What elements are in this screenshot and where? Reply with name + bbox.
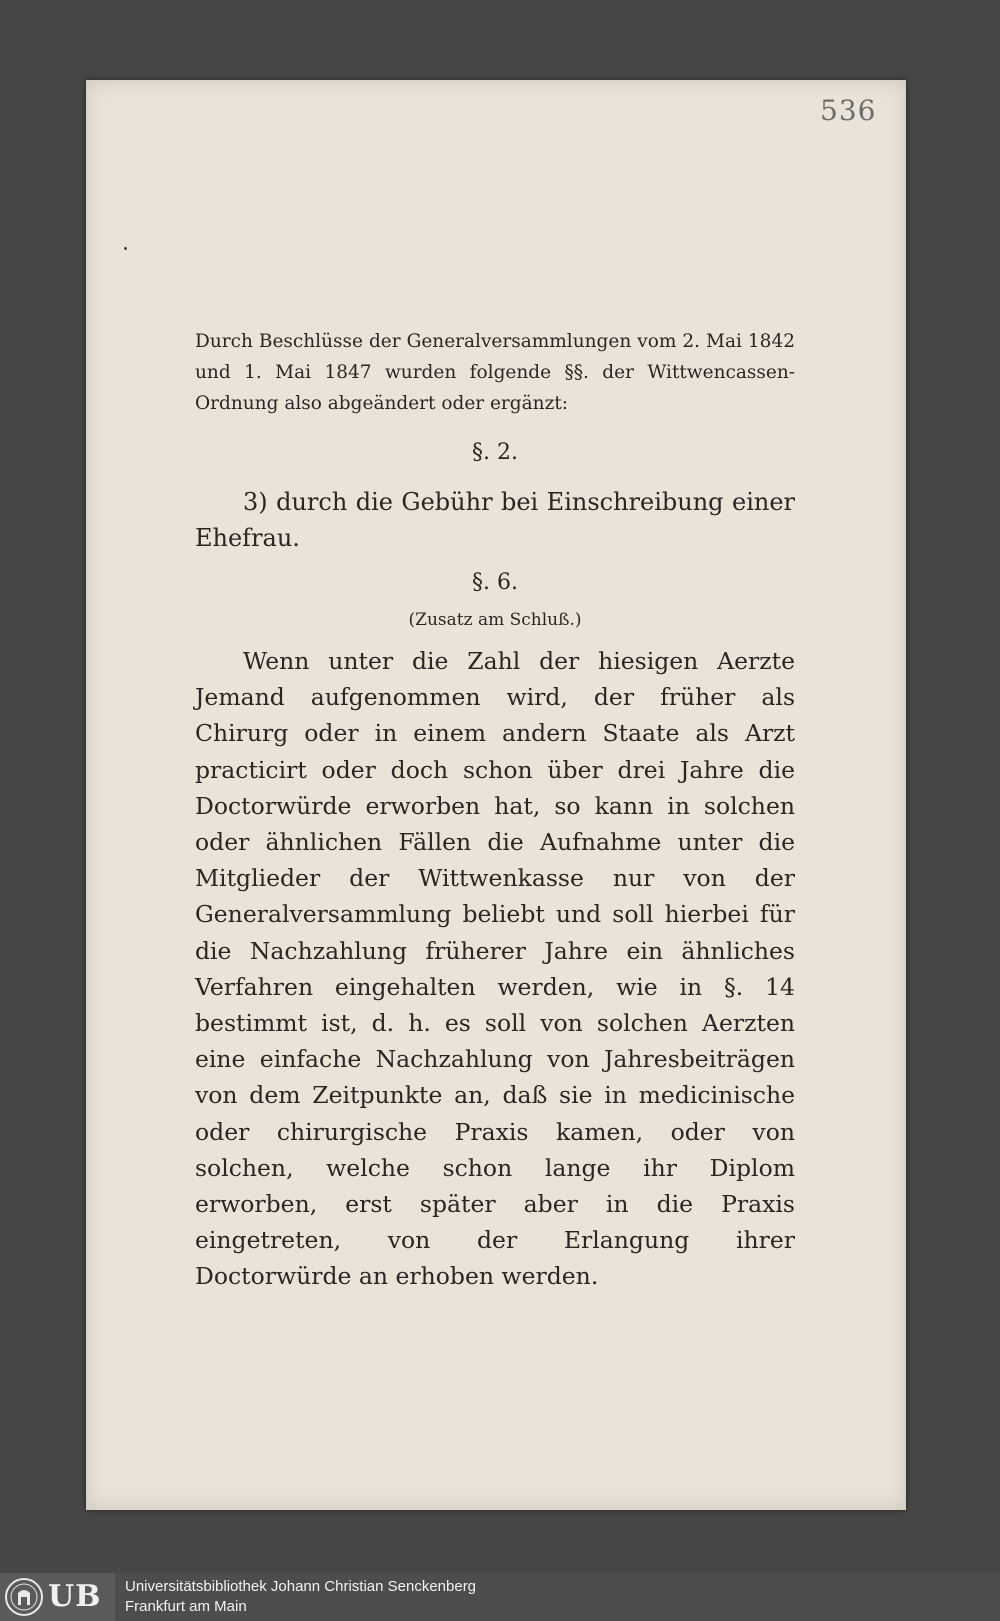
library-logo[interactable] <box>0 1573 115 1621</box>
page-number: 536 <box>820 94 877 127</box>
paper-speck <box>124 247 127 250</box>
logo-text: UB <box>48 1579 102 1614</box>
footer-bar <box>0 1573 1000 1621</box>
section-6-subheading: (Zusatz am Schluß.) <box>408 610 582 630</box>
section-6-text: Wenn unter die Zahl der hiesigen Aerzte Jemand aufgenommen wird, der früher als Chirurg oder in einem andern Staate als Arzt practicirt oder doch schon über drei Jahre die Doctorwürde erworben hat, so kann in solchen oder ähnlichen Fällen die Aufnahme unter die Mitglieder der Wittwenkasse nur von der Generalversammlung beliebt und soll hierbei für die Nachzahlung früherer Jahre ein ähnliches Verfahren eingehalten werden, wie in §. 14 bestimmt ist, d. h. es soll von solchen Aerzten eine einfache Nachzahlung von Jahresbeiträgen von dem Zeitpunkte an, daß sie in medicinische oder chirurgische Praxis kamen, oder von solchen, welche schon lange ihr Diplom erworben, erst später aber in die Praxis eingetreten, von der Erlangung ihrer Doctorwürde an erhoben werden. <box>195 647 795 1291</box>
library-location: Frankfurt am Main <box>125 1598 247 1615</box>
seal-icon <box>4 1577 44 1617</box>
library-name: Universitätsbibliothek Johann Christian Senckenberg <box>125 1578 477 1595</box>
section-2-text: 3) durch die Gebühr bei Einschreibung einer Ehefrau. <box>195 488 795 552</box>
section-6-heading: §. 6. <box>472 570 518 595</box>
section-2-heading: §. 2. <box>472 440 518 465</box>
intro-paragraph: Durch Beschlüsse der Generalversammlungen vom 2. Mai 1842 und 1. Mai 1847 wurden folgende §§. der Wittwencassen-Ordnung also abgeändert oder ergänzt: <box>195 331 795 414</box>
